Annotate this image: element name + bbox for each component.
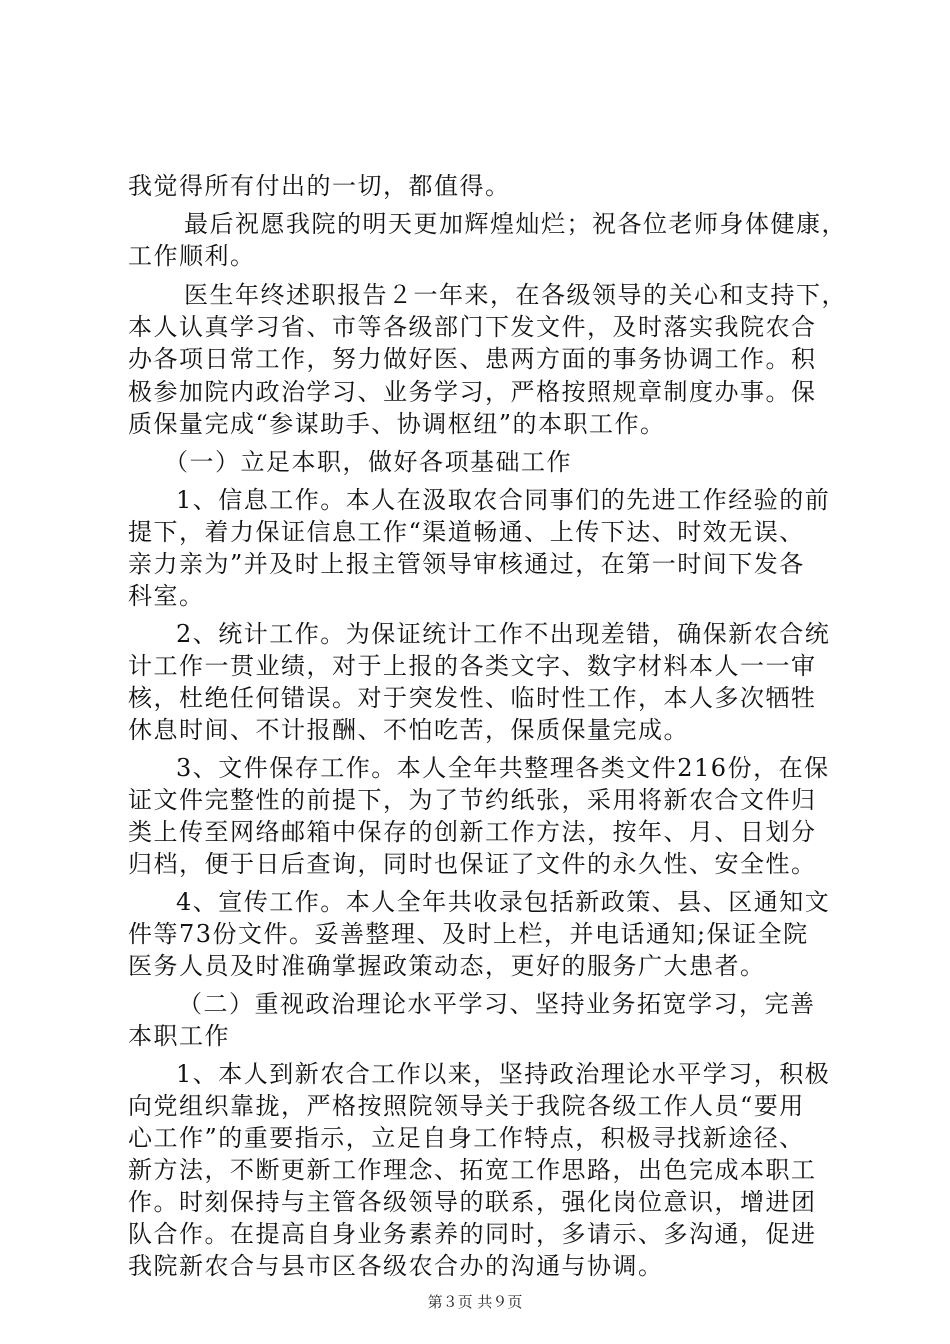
text-line: 新方法，不断更新工作理念、拓宽工作思路，出色完成本职工 (128, 1156, 817, 1184)
text-line: 向党组织靠拢，严格按照院领导关于我院各级工作人员“要用 (128, 1092, 805, 1120)
text-line: 作。时刻保持与主管各级领导的联系，强化岗位意识，增进团 (128, 1188, 817, 1216)
text-line: 件等73份文件。妥善整理、及时上栏，并电话通知;保证全院 (128, 920, 809, 948)
text-line: 科室。 (128, 582, 205, 610)
text-line: 3、文件保存工作。本人全年共整理各类文件216份，在保 (176, 754, 830, 782)
text-line: 亲力亲为”并及时上报主管领导审核通过，在第一时间下发各 (128, 550, 805, 578)
text-line: 质保量完成“参谋助手、协调枢纽”的本职工作。 (128, 410, 666, 438)
text-line: 提下，着力保证信息工作“渠道畅通、上传下达、时效无误、 (128, 518, 805, 546)
section-heading: （二）重视政治理论水平学习、坚持业务拓宽学习，完善 (178, 990, 816, 1018)
text-line: 1、信息工作。本人在汲取农合同事们的先进工作经验的前 (176, 486, 831, 514)
text-line: 2、统计工作。为保证统计工作不出现差错，确保新农合统 (176, 620, 831, 648)
text-line: 队合作。在提高自身业务素养的同时，多请示、多沟通，促进 (128, 1220, 817, 1248)
text-line: 我院新农合与县市区各级农合办的沟通与协调。 (128, 1252, 664, 1280)
text-line: 计工作一贯业绩，对于上报的各类文字、数字材料本人一一审 (128, 652, 817, 680)
text-line: 1、本人到新农合工作以来，坚持政治理论水平学习，积极 (176, 1060, 831, 1088)
text-line: 我觉得所有付出的一切，都值得。 (128, 172, 511, 200)
text-line: 证文件完整性的前提下，为了节约纸张，采用将新农合文件归 (128, 786, 817, 814)
text-line: 办各项日常工作，努力做好医、患两方面的事务协调工作。积 (128, 345, 817, 373)
text-line: 核，杜绝任何错误。对于突发性、临时性工作，本人多次牺牲 (128, 684, 817, 712)
section-heading: （一）立足本职，做好各项基础工作 (164, 448, 572, 476)
text-line: 类上传至网络邮箱中保存的创新工作方法，按年、月、日划分 (128, 818, 817, 846)
text-line: 本人认真学习省、市等各级部门下发文件，及时落实我院农合 (128, 313, 817, 341)
text-line: 心工作”的重要指示，立足自身工作特点，积极寻找新途径、 (128, 1124, 805, 1152)
text-line: 工作顺利。 (128, 242, 256, 270)
text-line: 医生年终述职报告２一年来，在各级领导的关心和支持下， (184, 281, 847, 309)
text-line: 极参加院内政治学习、业务学习，严格按照规章制度办事。保 (128, 378, 817, 406)
text-line: 医务人员及时准确掌握政策动态，更好的服务广大患者。 (128, 952, 766, 980)
text-line: 4、宣传工作。本人全年共收录包括新政策、县、区通知文 (176, 888, 831, 916)
page-number: 第３页 共９页 (427, 1293, 523, 1311)
text-line: 最后祝愿我院的明天更加辉煌灿烂；祝各位老师身体健康， (184, 210, 847, 238)
section-heading: 本职工作 (128, 1022, 230, 1050)
text-line: 归档，便于日后查询，同时也保证了文件的永久性、安全性。 (128, 850, 817, 878)
text-line: 休息时间、不计报酬、不怕吃苦，保质保量完成。 (128, 716, 689, 744)
